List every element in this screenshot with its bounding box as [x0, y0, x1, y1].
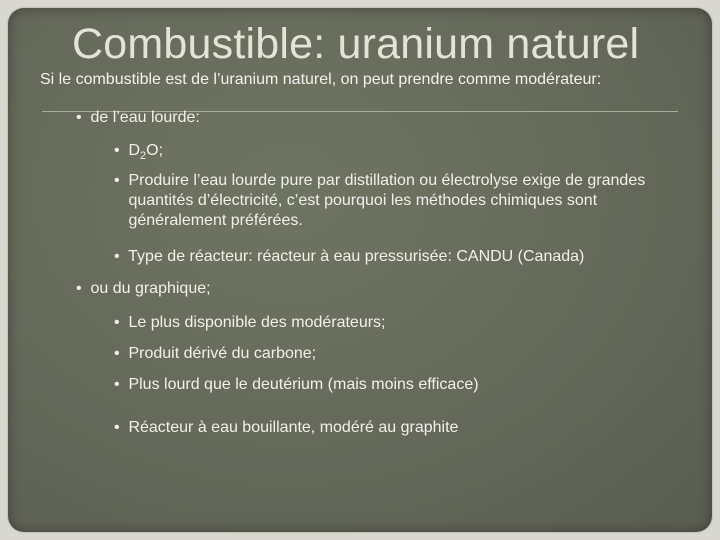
- sub-bullet-item: [114, 344, 316, 364]
- bullet-item: [76, 279, 211, 299]
- item-text: Plus lourd que le deutérium (mais moins efficace): [128, 376, 479, 393]
- item-text: Type de réacteur: réacteur à eau pressurisée: CANDU (Canada): [128, 248, 585, 265]
- sub-bullet-item: [114, 171, 698, 231]
- slide-title: Combustible: uranium naturel: [72, 20, 640, 68]
- item-text: de l’eau lourde:: [90, 109, 200, 126]
- intro-text: Si le combustible est de l’uranium naturel, on peut prendre comme modérateur:: [40, 71, 602, 88]
- bullet-icon: •: [76, 280, 82, 297]
- sub-bullet-item: [114, 313, 386, 333]
- sub-bullet-item: [114, 141, 163, 166]
- item-text: Produit dérivé du carbone;: [128, 345, 317, 362]
- bullet-icon: •: [76, 109, 82, 126]
- sub-bullet-item: [114, 375, 479, 395]
- bullet-icon: •: [114, 314, 120, 331]
- formula-subscript: 2: [140, 150, 147, 162]
- item-text: ou du graphique;: [90, 280, 211, 297]
- item-text: Réacteur à eau bouillante, modéré au graphite: [128, 419, 459, 436]
- item-text: Produire l’eau lourde pure par distillation ou électrolyse exige de grandes quantités d’électricité, c’est pourquoi les méthodes chimiques sont généralement préférées.: [128, 172, 646, 229]
- bullet-icon: •: [114, 376, 120, 393]
- sub-bullet-item: [114, 418, 458, 438]
- bullet-icon: •: [114, 248, 120, 265]
- formula-suffix: O;: [146, 142, 164, 159]
- bullet-icon: •: [114, 419, 120, 436]
- bullet-icon: •: [114, 142, 120, 159]
- item-text: Le plus disponible des modérateurs;: [128, 314, 386, 331]
- formula-text: [128, 142, 164, 162]
- formula-prefix: D: [128, 142, 141, 159]
- bullet-icon: •: [114, 345, 120, 362]
- bullet-icon: •: [114, 172, 120, 189]
- sub-bullet-item: [114, 247, 584, 267]
- bullet-item: [76, 108, 200, 128]
